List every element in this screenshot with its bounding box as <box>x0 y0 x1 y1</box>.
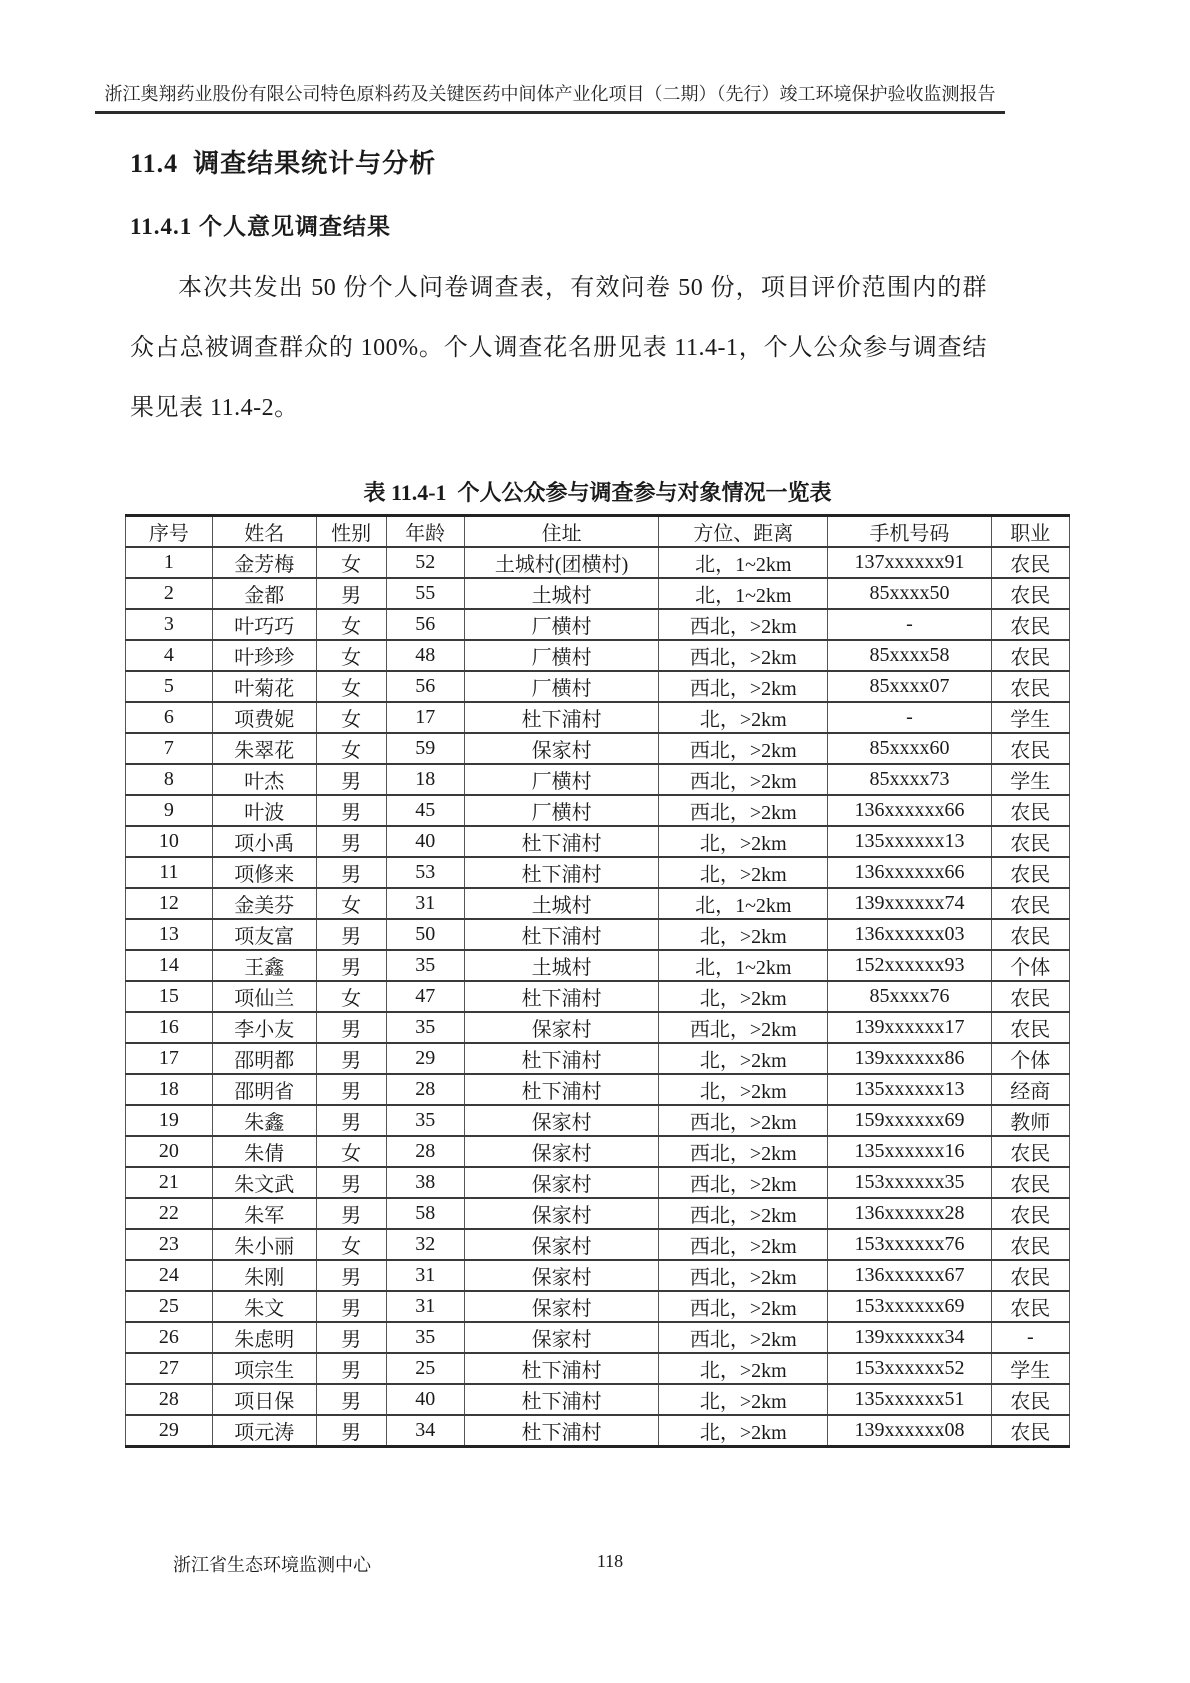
table-cell: 北，>2km <box>659 1353 828 1384</box>
table-cell: 136xxxxxx67 <box>828 1260 991 1291</box>
table-cell: 15 <box>126 981 213 1012</box>
table-cell: 55 <box>386 578 464 609</box>
table-cell: 135xxxxxx13 <box>828 826 991 857</box>
table-row <box>126 733 1070 764</box>
table-cell: 8 <box>126 764 213 795</box>
table-cell: 杜下浦村 <box>464 1353 658 1384</box>
table-cell: 20 <box>126 1136 213 1167</box>
table-cell: 153xxxxxx52 <box>828 1353 991 1384</box>
table-cell: 48 <box>386 640 464 671</box>
table-cell: 1 <box>126 547 213 578</box>
table-cell: 西北，>2km <box>659 1012 828 1043</box>
footer-organization: 浙江省生态环境监测中心 <box>173 1555 371 1575</box>
table-row <box>126 1322 1070 1353</box>
table-cell: 137xxxxxx91 <box>828 547 991 578</box>
table-cell: 农民 <box>991 919 1069 950</box>
table-cell: 农民 <box>991 1198 1069 1229</box>
table-cell: 杜下浦村 <box>464 857 658 888</box>
table-cell: 女 <box>316 733 386 764</box>
table-cell: 保家村 <box>464 1229 658 1260</box>
table-cell: 保家村 <box>464 1260 658 1291</box>
table-cell: 厂横村 <box>464 640 658 671</box>
table-row <box>126 1260 1070 1291</box>
table-cell: 西北，>2km <box>659 764 828 795</box>
table-cell: 女 <box>316 981 386 1012</box>
table-cell: 北，>2km <box>659 702 828 733</box>
page-header <box>95 82 1005 114</box>
table-cell: 北，>2km <box>659 981 828 1012</box>
table-cell: 18 <box>126 1074 213 1105</box>
table-cell: 56 <box>386 671 464 702</box>
table-cell: 西北，>2km <box>659 640 828 671</box>
table-cell: 个体 <box>991 950 1069 981</box>
table-caption: 表 11.4-1 个人公众参与调查参与对象情况一览表 <box>363 480 832 505</box>
table-cell: 139xxxxxx74 <box>828 888 991 919</box>
table-cell: 北，>2km <box>659 919 828 950</box>
table-cell: 男 <box>316 1043 386 1074</box>
table-row <box>126 1167 1070 1198</box>
table-cell: 朱虑明 <box>212 1322 316 1353</box>
table-row <box>126 919 1070 950</box>
table-cell: 139xxxxxx34 <box>828 1322 991 1353</box>
report-title: 浙江奥翔药业股份有限公司特色原料药及关键医药中间体产业化项目（二期）（先行）竣工环境保护验收监测报告 <box>104 84 996 104</box>
table-cell: 项小禹 <box>212 826 316 857</box>
table-cell: 男 <box>316 578 386 609</box>
table-cell: 李小友 <box>212 1012 316 1043</box>
column-header: 性别 <box>316 516 386 548</box>
table-cell: 男 <box>316 1291 386 1322</box>
table-cell: 农民 <box>991 1136 1069 1167</box>
table-row <box>126 578 1070 609</box>
table-row <box>126 702 1070 733</box>
table-cell: 10 <box>126 826 213 857</box>
table-row <box>126 1353 1070 1384</box>
table-cell: 项元涛 <box>212 1415 316 1447</box>
table-cell: 叶巧巧 <box>212 609 316 640</box>
table-cell: 2 <box>126 578 213 609</box>
table-cell: 北，1~2km <box>659 547 828 578</box>
table-cell: 男 <box>316 1415 386 1447</box>
table-cell: 西北，>2km <box>659 795 828 826</box>
table-cell: 9 <box>126 795 213 826</box>
table-cell: 农民 <box>991 981 1069 1012</box>
table-cell: 农民 <box>991 1291 1069 1322</box>
column-header: 住址 <box>464 516 658 548</box>
table-cell: 35 <box>386 950 464 981</box>
table-cell: 北，>2km <box>659 1074 828 1105</box>
table-cell: - <box>828 609 991 640</box>
table-cell: 北，>2km <box>659 1384 828 1415</box>
table-cell: 85xxxx07 <box>828 671 991 702</box>
table-cell: 5 <box>126 671 213 702</box>
table-cell: 农民 <box>991 826 1069 857</box>
table-cell: 35 <box>386 1105 464 1136</box>
table-cell: 西北，>2km <box>659 1260 828 1291</box>
table-cell: 杜下浦村 <box>464 981 658 1012</box>
table-cell: 农民 <box>991 1012 1069 1043</box>
table-cell: 项友富 <box>212 919 316 950</box>
survey-participants-table <box>125 514 1070 1448</box>
table-row <box>126 1198 1070 1229</box>
table-cell: 保家村 <box>464 1012 658 1043</box>
table-cell: 厂横村 <box>464 764 658 795</box>
table-cell: 项修来 <box>212 857 316 888</box>
table-cell: 经商 <box>991 1074 1069 1105</box>
table-cell: 邵明都 <box>212 1043 316 1074</box>
table-cell: 农民 <box>991 1167 1069 1198</box>
table-row <box>126 826 1070 857</box>
table-cell: 保家村 <box>464 1291 658 1322</box>
table-cell: 22 <box>126 1198 213 1229</box>
table-cell: 土城村(团横村) <box>464 547 658 578</box>
table-cell: 金美芬 <box>212 888 316 919</box>
table-cell: 男 <box>316 1384 386 1415</box>
table-row <box>126 1291 1070 1322</box>
table-cell: 西北，>2km <box>659 1322 828 1353</box>
table-header-row <box>126 516 1070 548</box>
table-row <box>126 671 1070 702</box>
table-cell: 农民 <box>991 578 1069 609</box>
table-cell: 杜下浦村 <box>464 919 658 950</box>
table-cell: 叶杰 <box>212 764 316 795</box>
table-cell: 32 <box>386 1229 464 1260</box>
table-cell: 农民 <box>991 733 1069 764</box>
survey-table-body <box>126 547 1070 1447</box>
table-cell: 27 <box>126 1353 213 1384</box>
table-cell: 教师 <box>991 1105 1069 1136</box>
table-cell: 135xxxxxx51 <box>828 1384 991 1415</box>
table-cell: 136xxxxxx28 <box>828 1198 991 1229</box>
table-cell: 朱文 <box>212 1291 316 1322</box>
table-cell: 女 <box>316 547 386 578</box>
table-cell: 7 <box>126 733 213 764</box>
table-cell: 85xxxx76 <box>828 981 991 1012</box>
table-cell: 学生 <box>991 764 1069 795</box>
table-cell: 北，1~2km <box>659 950 828 981</box>
table-cell: 40 <box>386 826 464 857</box>
table-cell: 50 <box>386 919 464 950</box>
table-row <box>126 1043 1070 1074</box>
table-cell: 土城村 <box>464 888 658 919</box>
table-row <box>126 857 1070 888</box>
table-cell: 女 <box>316 671 386 702</box>
table-cell: 杜下浦村 <box>464 702 658 733</box>
table-cell: 杜下浦村 <box>464 826 658 857</box>
table-cell: 男 <box>316 1198 386 1229</box>
table-row <box>126 1105 1070 1136</box>
table-cell: 农民 <box>991 795 1069 826</box>
table-cell: 金都 <box>212 578 316 609</box>
table-cell: 男 <box>316 1353 386 1384</box>
table-cell: 个体 <box>991 1043 1069 1074</box>
table-cell: 男 <box>316 1105 386 1136</box>
table-cell: 北，>2km <box>659 826 828 857</box>
table-cell: 31 <box>386 888 464 919</box>
table-cell: 153xxxxxx69 <box>828 1291 991 1322</box>
table-cell: 男 <box>316 764 386 795</box>
table-cell: 29 <box>126 1415 213 1447</box>
table-cell: 农民 <box>991 857 1069 888</box>
table-cell: 农民 <box>991 1384 1069 1415</box>
column-header: 方位、距离 <box>659 516 828 548</box>
table-cell: 杜下浦村 <box>464 1415 658 1447</box>
table-row <box>126 950 1070 981</box>
table-cell: 杜下浦村 <box>464 1074 658 1105</box>
table-cell: 厂横村 <box>464 609 658 640</box>
table-cell: 19 <box>126 1105 213 1136</box>
table-cell: 11 <box>126 857 213 888</box>
table-cell: 男 <box>316 795 386 826</box>
table-cell: 西北，>2km <box>659 1291 828 1322</box>
table-cell: 保家村 <box>464 1136 658 1167</box>
table-cell: 28 <box>126 1384 213 1415</box>
table-row <box>126 795 1070 826</box>
table-row <box>126 609 1070 640</box>
table-cell: 保家村 <box>464 1322 658 1353</box>
table-cell: 53 <box>386 857 464 888</box>
table-cell: 杜下浦村 <box>464 1043 658 1074</box>
table-cell: 保家村 <box>464 1105 658 1136</box>
table-cell: 叶珍珍 <box>212 640 316 671</box>
table-cell: 男 <box>316 1260 386 1291</box>
table-row <box>126 640 1070 671</box>
table-cell: 159xxxxxx69 <box>828 1105 991 1136</box>
table-cell: 土城村 <box>464 950 658 981</box>
table-cell: 学生 <box>991 1353 1069 1384</box>
table-cell: 25 <box>386 1353 464 1384</box>
table-cell: 28 <box>386 1074 464 1105</box>
table-cell: 136xxxxxx66 <box>828 795 991 826</box>
table-cell: 3 <box>126 609 213 640</box>
table-cell: 16 <box>126 1012 213 1043</box>
table-cell: 朱军 <box>212 1198 316 1229</box>
table-cell: 85xxxx58 <box>828 640 991 671</box>
table-cell: 保家村 <box>464 1167 658 1198</box>
table-cell: 农民 <box>991 609 1069 640</box>
table-row <box>126 1074 1070 1105</box>
table-cell: 35 <box>386 1012 464 1043</box>
table-cell: 北，>2km <box>659 1043 828 1074</box>
subsection-heading: 11.4.1 个人意见调查结果 <box>130 214 391 239</box>
table-cell: 85xxxx60 <box>828 733 991 764</box>
table-cell: 52 <box>386 547 464 578</box>
table-cell: 农民 <box>991 547 1069 578</box>
table-cell: 26 <box>126 1322 213 1353</box>
table-cell: 23 <box>126 1229 213 1260</box>
table-cell: 47 <box>386 981 464 1012</box>
table-cell: 38 <box>386 1167 464 1198</box>
table-cell: 西北，>2km <box>659 1229 828 1260</box>
table-cell: 西北，>2km <box>659 1136 828 1167</box>
table-cell: 项仙兰 <box>212 981 316 1012</box>
table-cell: 厂横村 <box>464 795 658 826</box>
table-cell: 项日保 <box>212 1384 316 1415</box>
table-cell: 男 <box>316 1322 386 1353</box>
table-cell: 学生 <box>991 702 1069 733</box>
body-paragraph: 本次共发出 50 份个人问卷调查表，有效问卷 50 份，项目评价范围内的群众占总被调查群众的 100%。个人调查花名册见表 11.4-1，个人公众参与调查结果见表 11.4-2。 <box>130 275 987 421</box>
table-cell: 北，1~2km <box>659 578 828 609</box>
table-cell: 139xxxxxx08 <box>828 1415 991 1447</box>
column-header: 年龄 <box>386 516 464 548</box>
table-cell: 17 <box>126 1043 213 1074</box>
table-cell: 土城村 <box>464 578 658 609</box>
column-header: 姓名 <box>212 516 316 548</box>
table-cell: 西北，>2km <box>659 671 828 702</box>
table-cell: 135xxxxxx13 <box>828 1074 991 1105</box>
table-cell: 136xxxxxx66 <box>828 857 991 888</box>
table-cell: 男 <box>316 919 386 950</box>
table-cell: 农民 <box>991 671 1069 702</box>
table-cell: 45 <box>386 795 464 826</box>
table-cell: 农民 <box>991 888 1069 919</box>
table-cell: 男 <box>316 950 386 981</box>
table-cell: 西北，>2km <box>659 733 828 764</box>
table-cell: 农民 <box>991 1260 1069 1291</box>
table-cell: 12 <box>126 888 213 919</box>
table-row <box>126 1229 1070 1260</box>
table-cell: 59 <box>386 733 464 764</box>
table-cell: 农民 <box>991 640 1069 671</box>
column-header: 职业 <box>991 516 1069 548</box>
table-cell: 西北，>2km <box>659 1167 828 1198</box>
table-cell: 朱刚 <box>212 1260 316 1291</box>
table-cell: 西北，>2km <box>659 609 828 640</box>
table-cell: 85xxxx50 <box>828 578 991 609</box>
table-cell: 北，>2km <box>659 1415 828 1447</box>
table-row <box>126 547 1070 578</box>
table-cell: 女 <box>316 1229 386 1260</box>
table-cell: 25 <box>126 1291 213 1322</box>
table-cell: 王鑫 <box>212 950 316 981</box>
table-cell: 40 <box>386 1384 464 1415</box>
table-cell: 朱倩 <box>212 1136 316 1167</box>
table-row <box>126 981 1070 1012</box>
table-cell: 139xxxxxx86 <box>828 1043 991 1074</box>
section-heading: 11.4 调查结果统计与分析 <box>130 149 437 178</box>
column-header: 手机号码 <box>828 516 991 548</box>
table-cell: - <box>991 1322 1069 1353</box>
table-cell: 叶波 <box>212 795 316 826</box>
table-cell: 21 <box>126 1167 213 1198</box>
table-cell: 153xxxxxx76 <box>828 1229 991 1260</box>
table-cell: 17 <box>386 702 464 733</box>
table-cell: 24 <box>126 1260 213 1291</box>
table-cell: 农民 <box>991 1415 1069 1447</box>
table-cell: 女 <box>316 640 386 671</box>
table-cell: 男 <box>316 857 386 888</box>
table-row <box>126 1136 1070 1167</box>
table-cell: 项费妮 <box>212 702 316 733</box>
table-cell: 朱翠花 <box>212 733 316 764</box>
table-cell: 项宗生 <box>212 1353 316 1384</box>
table-cell: 女 <box>316 702 386 733</box>
table-cell: 18 <box>386 764 464 795</box>
table-cell: 31 <box>386 1260 464 1291</box>
table-cell: 28 <box>386 1136 464 1167</box>
table-cell: - <box>828 702 991 733</box>
table-row <box>126 1415 1070 1447</box>
table-cell: 金芳梅 <box>212 547 316 578</box>
table-cell: 女 <box>316 609 386 640</box>
table-cell: 北，>2km <box>659 857 828 888</box>
table-cell: 4 <box>126 640 213 671</box>
table-cell: 邵明省 <box>212 1074 316 1105</box>
table-cell: 杜下浦村 <box>464 1384 658 1415</box>
table-cell: 北，1~2km <box>659 888 828 919</box>
table-cell: 保家村 <box>464 733 658 764</box>
table-cell: 35 <box>386 1322 464 1353</box>
table-cell: 6 <box>126 702 213 733</box>
table-cell: 34 <box>386 1415 464 1447</box>
table-cell: 男 <box>316 1167 386 1198</box>
table-cell: 男 <box>316 1074 386 1105</box>
table-cell: 85xxxx73 <box>828 764 991 795</box>
page-number: 118 <box>596 1551 624 1571</box>
table-cell: 139xxxxxx17 <box>828 1012 991 1043</box>
table-cell: 叶菊花 <box>212 671 316 702</box>
table-cell: 31 <box>386 1291 464 1322</box>
table-cell: 女 <box>316 1136 386 1167</box>
table-cell: 13 <box>126 919 213 950</box>
table-cell: 135xxxxxx16 <box>828 1136 991 1167</box>
table-cell: 保家村 <box>464 1198 658 1229</box>
table-cell: 厂横村 <box>464 671 658 702</box>
table-cell: 男 <box>316 826 386 857</box>
table-cell: 朱小丽 <box>212 1229 316 1260</box>
table-cell: 152xxxxxx93 <box>828 950 991 981</box>
table-cell: 29 <box>386 1043 464 1074</box>
table-row <box>126 764 1070 795</box>
table-cell: 136xxxxxx03 <box>828 919 991 950</box>
table-cell: 西北，>2km <box>659 1105 828 1136</box>
table-cell: 58 <box>386 1198 464 1229</box>
table-cell: 男 <box>316 1012 386 1043</box>
table-cell: 朱鑫 <box>212 1105 316 1136</box>
table-cell: 56 <box>386 609 464 640</box>
table-cell: 14 <box>126 950 213 981</box>
table-row <box>126 1384 1070 1415</box>
table-cell: 朱文武 <box>212 1167 316 1198</box>
table-cell: 153xxxxxx35 <box>828 1167 991 1198</box>
table-cell: 农民 <box>991 1229 1069 1260</box>
table-row <box>126 1012 1070 1043</box>
table-cell: 西北，>2km <box>659 1198 828 1229</box>
column-header: 序号 <box>126 516 213 548</box>
table-cell: 女 <box>316 888 386 919</box>
table-row <box>126 888 1070 919</box>
